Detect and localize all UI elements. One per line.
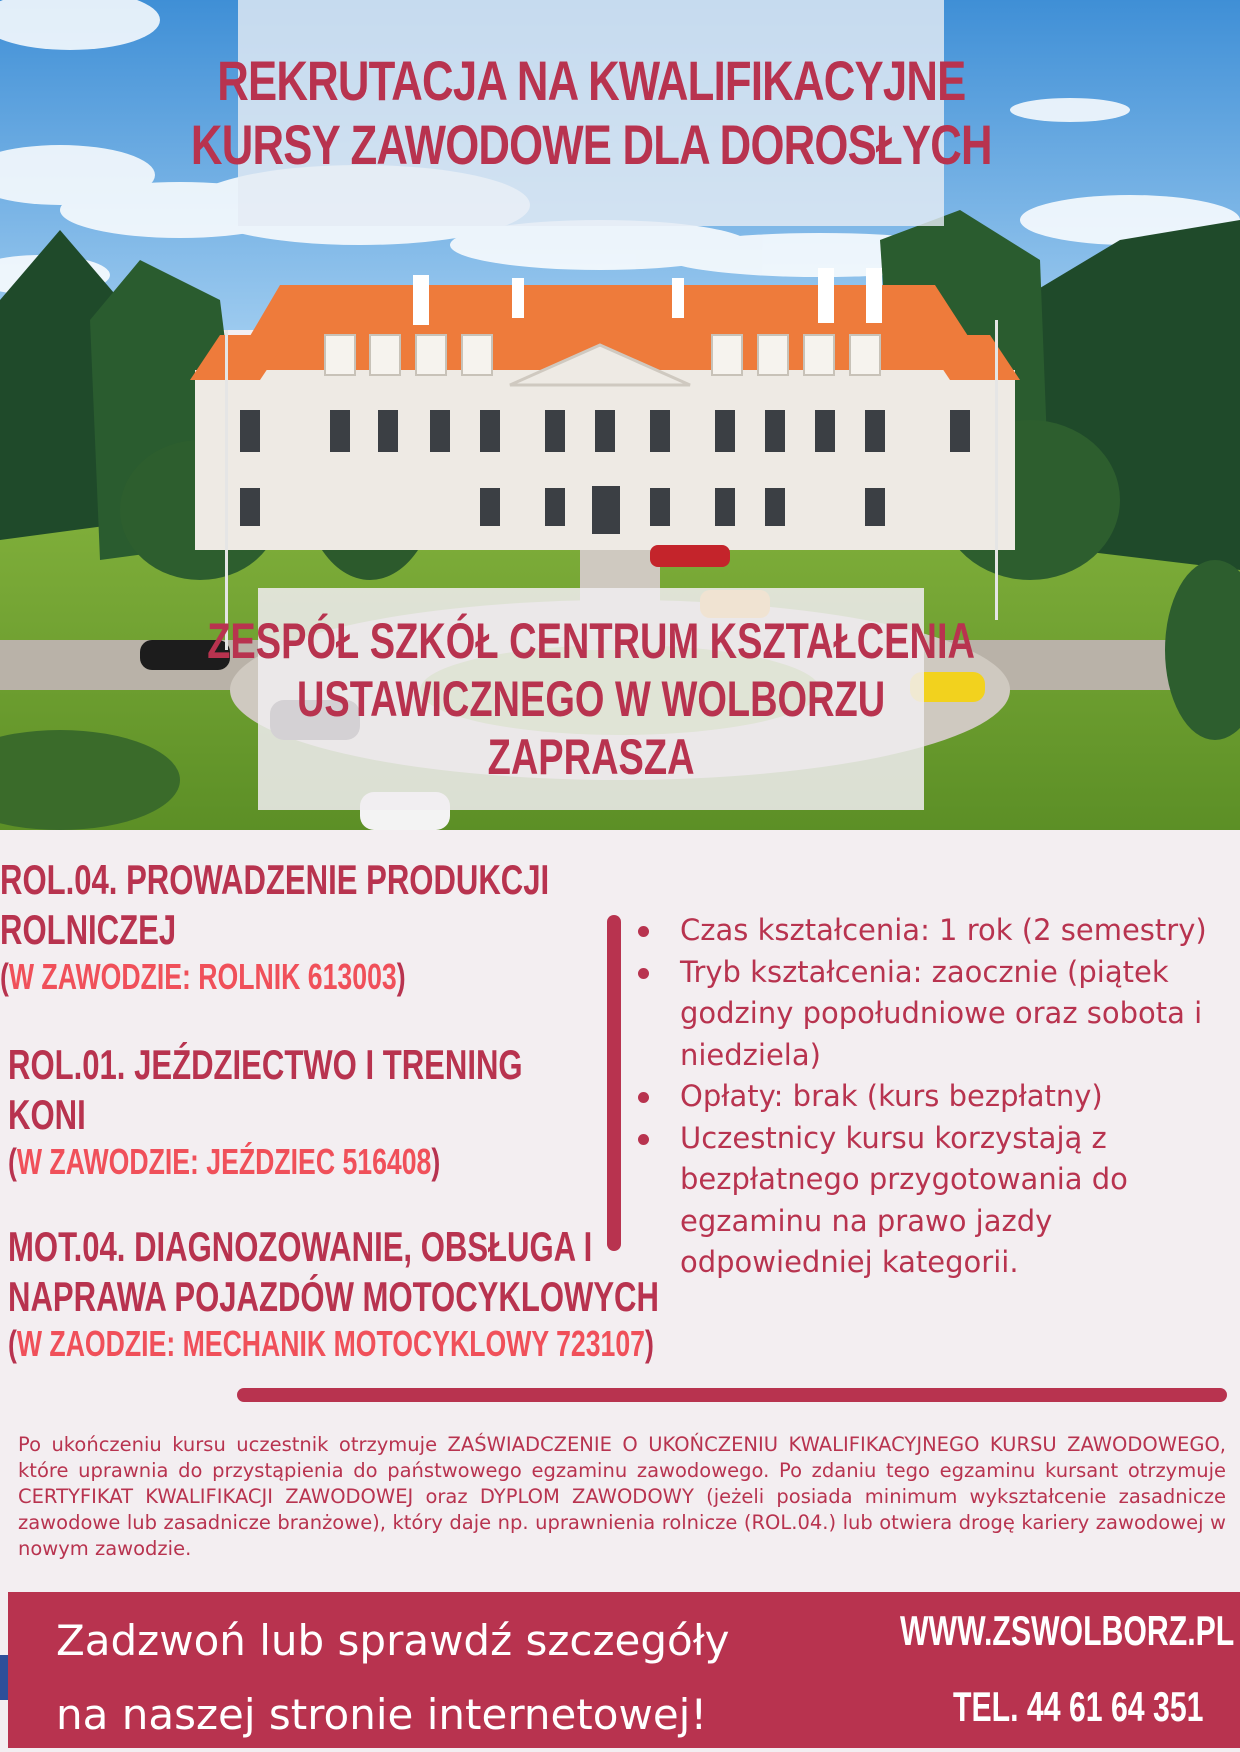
course-name: ROL.01. JEŹDZIECTWO I TRENING KONI: [8, 1041, 523, 1138]
school-line-2: USTAWICZNEGO W WOLBORZU: [296, 671, 886, 727]
school-name: [207, 612, 975, 786]
school-line-3: ZAPRASZA: [487, 729, 695, 785]
info-item-fees: Opłaty: brak (kurs bezpłatny): [628, 1076, 1240, 1118]
cta-line-2: na naszej stronie internetowej!: [56, 1690, 708, 1739]
course-name: ROL.04. PROWADZENIE PRODUKCJI ROLNICZEJ: [0, 856, 550, 953]
certificate-note: Po ukończeniu kursu uczestnik otrzymuje ZAŚWIADCZENIE O UKOŃCZENIU KWALIFIKACYJNEGO KURSU ZAWODOWEGO, które uprawnia do przystąpienia do państwowego egzaminu zawodowego. Po zdaniu tego egzaminu kursant otrzymuje CERTYFIKAT KWALIFIKACJI ZAWODOWEJ oraz DYPLOM ZAWODOWY (jeżeli posiada minimum wykształcenie zasadnicze zawodowe lub zasadnicze branżowe), który daje np. uprawnienia rolnicze (ROL.04.) lub otwiera drogę kariery zawodowej w nowym zawodzie.: [18, 1433, 1226, 1560]
title-line-2: KURSY ZAWODOWE DLA DOROSŁYCH: [190, 113, 992, 176]
info-item-driving-license: Uczestnicy kursu korzystają z bezpłatnego przygotowania do egzaminu na prawo jazdy odpowiedniej kategorii.: [628, 1118, 1240, 1284]
website-link[interactable]: WWW.ZSWOLBORZ.PL: [900, 1607, 1235, 1654]
course-name: MOT.04. DIAGNOZOWANIE, OBSŁUGA I NAPRAWA POJAZDÓW MOTOCYKLOWYCH: [8, 1223, 659, 1320]
phone-number[interactable]: TEL. 44 61 64 351: [953, 1683, 1204, 1730]
title-line-1: REKRUTACJA NA KWALIFIKACYJNE: [216, 49, 966, 112]
title-banner: [190, 0, 992, 226]
cta-line-1: Zadzwoń lub sprawdź szczegóły: [56, 1616, 730, 1665]
edge-accent: [0, 1655, 8, 1700]
hero-photo: [0, 0, 1240, 830]
footer-banner: [8, 1592, 1240, 1748]
horizontal-divider: [237, 1388, 1227, 1402]
course-item-rol01: [8, 1040, 703, 1184]
page-title: [191, 49, 992, 177]
call-to-action: [56, 1604, 730, 1752]
info-list: [628, 910, 1240, 1284]
info-item-duration: Czas kształcenia: 1 rok (2 semestry): [628, 910, 1240, 952]
school-line-1: ZESPÓŁ SZKÓŁ CENTRUM KSZTAŁCENIA: [207, 613, 975, 669]
vertical-divider: [607, 915, 621, 1251]
school-banner: [207, 588, 975, 810]
course-profession: (W ZAWODZIE: ROLNIK 613003): [0, 956, 406, 997]
course-profession: (W ZAODZIE: MECHANIK MOTOCYKLOWY 723107): [8, 1323, 654, 1364]
course-profession: (W ZAWODZIE: JEŹDZIEC 516408): [8, 1141, 441, 1182]
info-item-mode: Tryb kształcenia: zaocznie (piątek godziny popołudniowe oraz sobota i niedziela): [628, 952, 1240, 1077]
